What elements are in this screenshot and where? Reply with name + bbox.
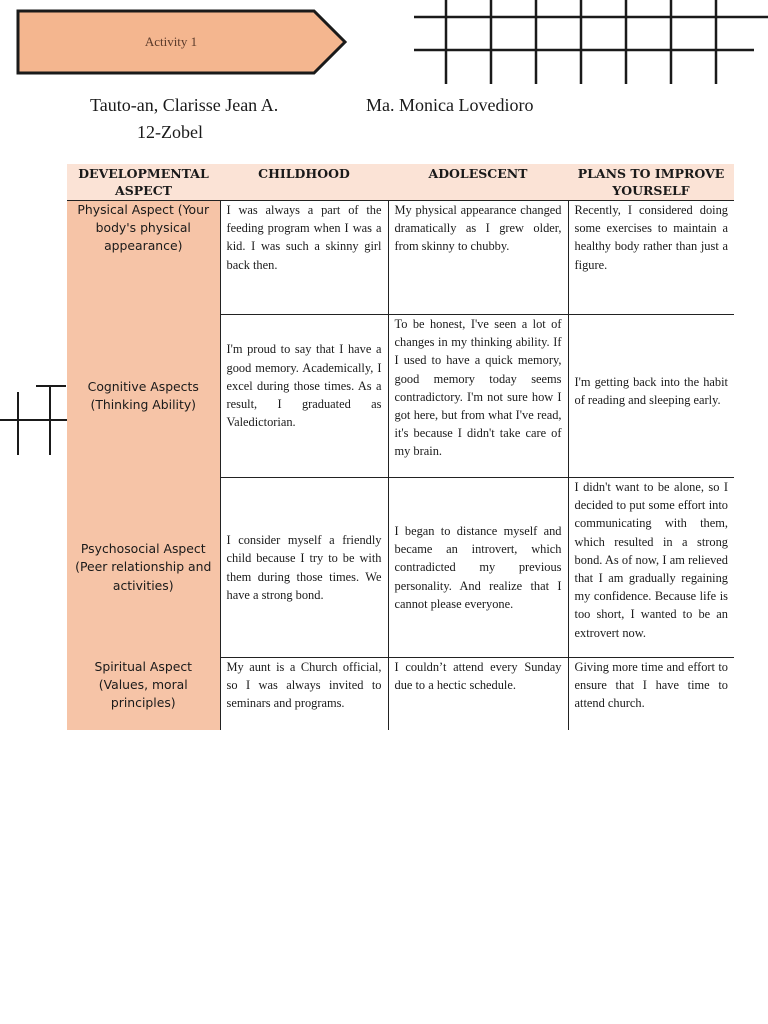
plans-cell-spiritual: Giving more time and effort to ensure that I have time to attend church. (568, 658, 734, 730)
table-row-spiritual (67, 658, 734, 730)
author-name-2: Ma. Monica Lovedioro (366, 95, 534, 115)
activity-banner (16, 9, 348, 75)
header-childhood: CHILDHOOD (220, 164, 388, 201)
adolescent-cell-cognitive: To be honest, I've seen a lot of changes in my thinking ability. If I used to have a quick memory, good memory today seems contradictory. I'm not sure how I got here, but from what I've read, it's because I didn't take care of my brain. (388, 315, 568, 478)
childhood-cell-spiritual: My aunt is a Church official, so I was always invited to seminars and programs. (220, 658, 388, 730)
aspect-cell-spiritual: Spiritual Aspect (Values, moral principles) (67, 658, 220, 730)
developmental-aspects-table (67, 164, 734, 730)
plans-cell-cognitive: I'm getting back into the habit of reading and sleeping early. (568, 315, 734, 478)
header-adolescent: ADOLESCENT (388, 164, 568, 201)
table-row-cognitive (67, 315, 734, 478)
table-header-row (67, 164, 734, 201)
adolescent-cell-psychosocial: I began to distance myself and became an introvert, which contradicted my previous personality. And realize that I cannot please everyone. (388, 478, 568, 658)
adolescent-cell-physical: My physical appearance changed dramatically as I grew older, from skinny to chubby. (388, 201, 568, 315)
plans-cell-psychosocial: I didn't want to be alone, so I decided to put some effort into communicating with them, which resulted in a strong bond. As of now, I am relieved that I am gradually regaining my confidence. Because life is too short, I wanted to be an extrovert now. (568, 478, 734, 658)
header-developmental-aspect: DEVELOPMENTAL ASPECT (67, 164, 220, 201)
table-row-psychosocial (67, 478, 734, 658)
activity-title: Activity 1 (144, 34, 198, 49)
childhood-cell-cognitive: I'm proud to say that I have a good memory. Academically, I excel during those times. As a result, I graduated as Valedictorian. (220, 315, 388, 478)
header-plans: PLANS TO IMPROVE YOURSELF (568, 164, 734, 201)
aspect-cell-physical: Physical Aspect (Your body's physical appearance) (67, 201, 220, 315)
aspect-cell-cognitive: Cognitive Aspects (Thinking Ability) (67, 315, 220, 478)
section-label: 12-Zobel (137, 122, 203, 142)
childhood-cell-physical: I was always a part of the feeding program when I was a kid. I was such a skinny girl back then. (220, 201, 388, 315)
grid-decoration-left (0, 380, 70, 460)
aspect-cell-psychosocial: Psychosocial Aspect (Peer relationship and activities) (67, 478, 220, 658)
childhood-cell-psychosocial: I consider myself a friendly child because I try to be with them during those times. We have a strong bond. (220, 478, 388, 658)
table-row-physical (67, 201, 734, 315)
plans-cell-physical: Recently, I considered doing some exercises to maintain a healthy body rather than just a figure. (568, 201, 734, 315)
adolescent-cell-spiritual: I couldn’t attend every Sunday due to a hectic schedule. (388, 658, 568, 730)
author-name-1: Tauto-an, Clarisse Jean A. (90, 95, 279, 115)
grid-decoration-top-right (414, 0, 768, 90)
